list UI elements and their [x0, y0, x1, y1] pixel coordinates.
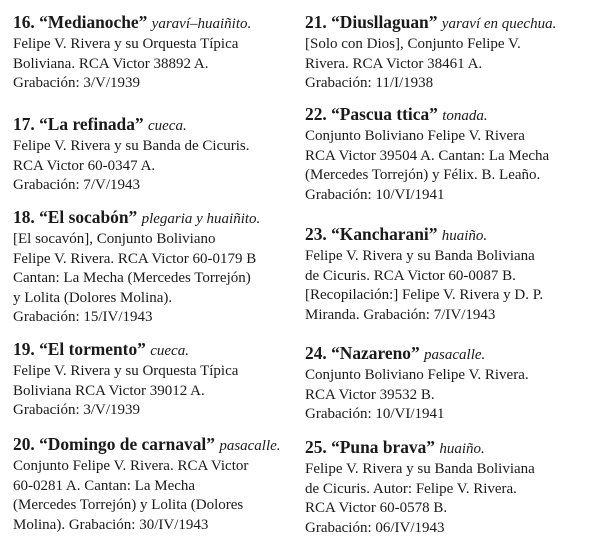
entry-genre: pasacalle. [219, 438, 281, 454]
entry-heading [305, 224, 595, 247]
entry-line: RCA Victor 60-0578 B. [305, 500, 448, 516]
entry-line: Miranda. Grabación: 7/IV/1943 [305, 306, 496, 323]
entry-line: Conjunto Boliviano Felipe V. Rivera [305, 128, 525, 144]
entry-line: Grabación: 10/VI/1941 [305, 186, 445, 203]
entry-heading [305, 437, 595, 460]
entry-line: Conjunto Boliviano Felipe V. Rivera. [305, 367, 529, 383]
entry-title: “Medianoche” [39, 12, 148, 32]
entry-line: y Lolita (Dolores Molina). [13, 289, 173, 306]
entry-number: 19. [13, 339, 35, 359]
entry-title: “Diusllaguan” [331, 12, 438, 32]
entry-line: Rivera. RCA Victor 38461 A. [305, 55, 483, 72]
entry-heading [13, 12, 303, 35]
entry-genre: cueca. [147, 118, 187, 134]
entry-line: Grabación: 3/V/1939 [13, 75, 141, 91]
entry-line: Felipe V. Rivera y su Orquesta Típica [13, 363, 239, 379]
entry-line: Grabación: 11/I/1938 [305, 75, 434, 91]
entry-21 [305, 12, 595, 94]
entry-number: 22. [305, 104, 327, 124]
entry-line: Grabación: 10/VI/1941 [305, 406, 445, 422]
entry-number: 24. [305, 343, 327, 363]
entry-genre: yaraví en quechua. [441, 16, 557, 32]
entry-title: “El tormento” [39, 339, 146, 359]
entry-number: 23. [305, 224, 327, 244]
entry-heading [13, 114, 303, 137]
entry-title: “La refinada” [39, 114, 144, 134]
entry-18 [13, 207, 303, 328]
entry-line: RCA Victor 39532 B. [305, 386, 435, 403]
entry-line: (Mercedes Torrejón) y Félix. B. Leaño. [305, 167, 541, 183]
entry-genre: pasacalle. [424, 347, 486, 363]
entry-line: de Cicuris. RCA Victor 60-0087 B. [305, 267, 516, 284]
entry-genre: tonada. [442, 108, 488, 124]
entry-number: 20. [13, 434, 35, 454]
entry-line: Felipe V. Rivera. RCA Victor 60-0179 B [13, 250, 257, 267]
entry-heading [305, 104, 595, 127]
entry-line: de Cicuris. Autor: Felipe V. Rivera. [305, 480, 517, 497]
entry-title: “Puna brava” [331, 437, 435, 457]
entry-heading [13, 339, 303, 362]
entry-line: (Mercedes Torrejón) y Lolita (Dolores [13, 497, 244, 513]
entry-heading [305, 343, 595, 366]
entry-line: Cantan: La Mecha (Mercedes Torrejón) [13, 270, 251, 286]
entry-line: 60-0281 A. Cantan: La Mecha [13, 477, 196, 494]
entry-number: 25. [305, 437, 327, 457]
entry-title: “Domingo de carnaval” [39, 434, 215, 454]
entry-line: Grabación: 3/V/1939 [13, 402, 141, 418]
entry-line: Grabación: 06/IV/1943 [305, 519, 445, 536]
entry-number: 17. [13, 114, 35, 134]
entry-16 [13, 12, 303, 94]
entry-genre: yaraví–huaiñito. [151, 16, 252, 32]
entry-line: Grabación: 15/IV/1943 [13, 309, 153, 325]
entry-number: 16. [13, 12, 35, 32]
entry-genre: plegaria y huaiñito. [141, 211, 261, 227]
entry-19 [13, 339, 303, 421]
entry-23 [305, 224, 595, 325]
entry-line: Conjunto Felipe V. Rivera. RCA Victor [13, 458, 249, 474]
entry-line: Felipe V. Rivera y su Orquesta Típica [13, 36, 239, 52]
entry-title: “El socabón” [39, 207, 138, 227]
entry-line: [Solo con Dios], Conjunto Felipe V. [305, 36, 521, 52]
entry-line: Felipe V. Rivera y su Banda Boliviana [305, 248, 535, 264]
entry-heading [305, 12, 595, 35]
entry-heading [13, 207, 303, 230]
entry-line: RCA Victor 39504 A. Cantan: La Mecha [305, 147, 550, 164]
entry-number: 21. [305, 12, 327, 32]
entry-number: 18. [13, 207, 35, 227]
entry-25 [305, 437, 595, 538]
entry-line: Grabación: 7/V/1943 [13, 177, 141, 193]
entry-title: “Nazareno” [331, 343, 420, 363]
entry-line: RCA Victor 60-0347 A. [13, 157, 156, 174]
entry-title: “Kancharani” [331, 224, 438, 244]
entry-line: Molina). Grabación: 30/IV/1943 [13, 516, 209, 533]
entry-line: Felipe V. Rivera y su Banda Boliviana [305, 461, 535, 477]
entry-line: [El socavón], Conjunto Boliviano [13, 231, 216, 247]
entry-17 [13, 114, 303, 196]
entry-line: Felipe V. Rivera y su Banda de Cicuris. [13, 138, 250, 154]
entry-title: “Pascua ttica” [331, 104, 438, 124]
entry-20 [13, 434, 303, 535]
entry-genre: cueca. [150, 343, 189, 359]
entry-line: Boliviana RCA Victor 39012 A. [13, 382, 205, 399]
entry-genre: huaiño. [439, 441, 485, 457]
entry-line: Boliviana. RCA Victor 38892 A. [13, 55, 209, 72]
entry-genre: huaiño. [441, 228, 488, 244]
entry-24 [305, 343, 595, 425]
entry-line: [Recopilación:] Felipe V. Rivera y D. P. [305, 287, 544, 303]
entry-heading [13, 434, 303, 457]
entry-22 [305, 104, 595, 205]
